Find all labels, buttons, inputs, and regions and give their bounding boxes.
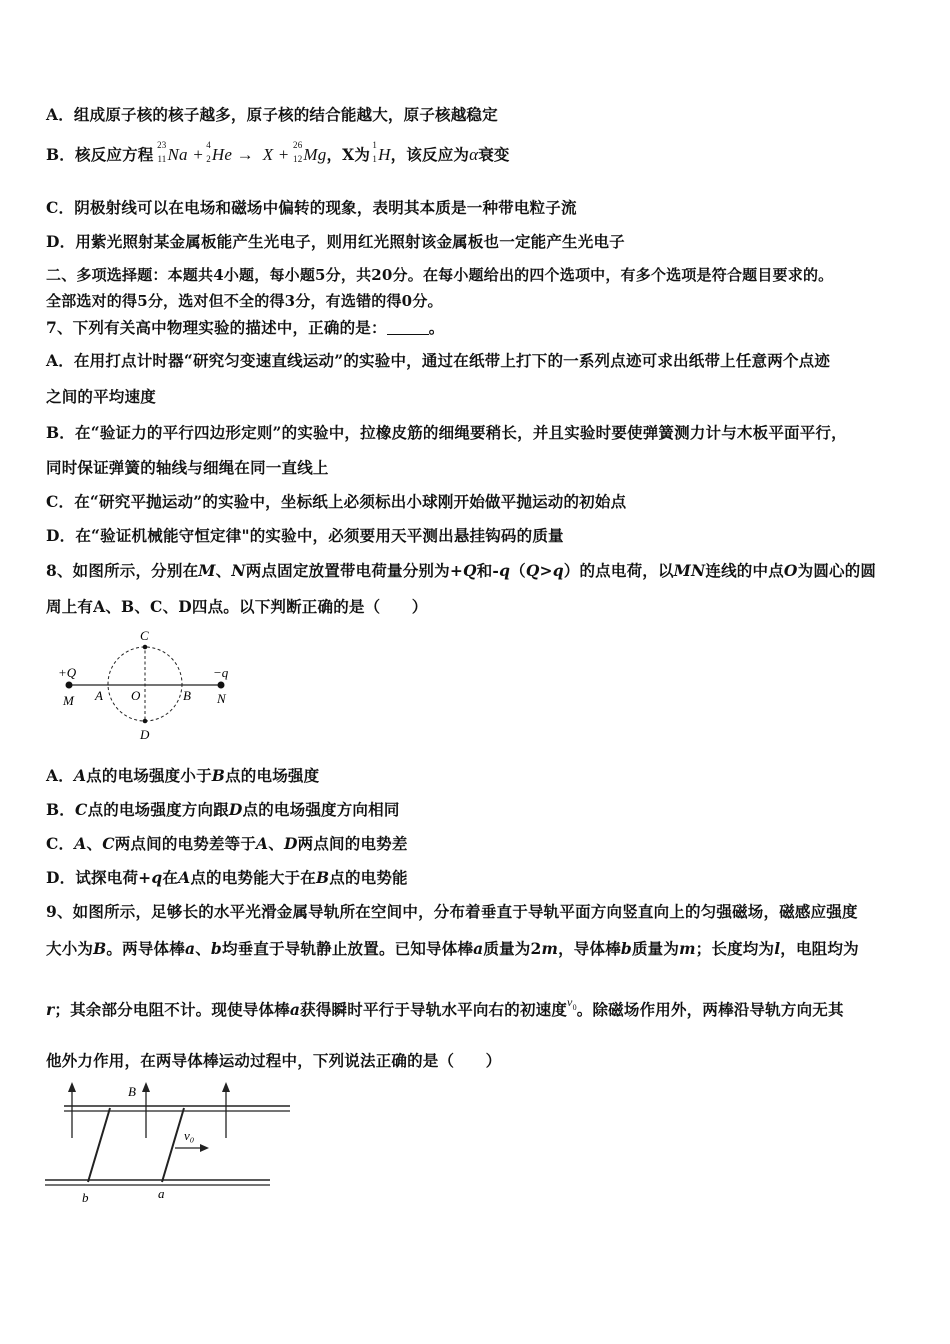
label-m: M <box>63 693 74 708</box>
q8-option-d: D．试探电荷+q在A点的电势能大于在B点的电势能 <box>46 868 408 887</box>
label-d: D <box>140 727 150 742</box>
label-plus-q: +Q <box>58 665 77 680</box>
q7-option-b-line1: B．在“验证力的平行四边形定则”的实验中，拉橡皮筋的细绳要稍长，并且实验时要使弹簧测力计与木板平面平行， <box>46 423 847 442</box>
q7-option-a-line1: A．在用打点计时器“研究匀变速直线运动”的实验中，通过在纸带上打下的一系列点迹可求出纸带上任意两个点迹 <box>46 351 831 370</box>
label-o: O <box>131 688 141 703</box>
q9-stem-line1: 9、如图所示，足够长的水平光滑金属导轨所在空间中，分布着垂直于导轨平面方向竖直向上的匀强磁场，磁感应强度 <box>46 902 858 921</box>
q8-option-c: C．A、C两点间的电势差等于A、D两点间的电势差 <box>46 834 408 853</box>
q8-option-b: B．C点的电场强度方向跟D点的电场强度方向相同 <box>46 800 400 819</box>
q9-stem-line2: 大小为B。两导体棒a、b均垂直于导轨静止放置。已知导体棒a质量为2m，导体棒b质量为m；长度均为l，电阻均为 <box>46 939 859 958</box>
q6-option-a: A．组成原子核的核子越多，原子核的结合能越大，原子核越稳定 <box>46 105 498 124</box>
answer-blank <box>387 320 429 335</box>
q9-stem-line4: 他外力作用，在两导体棒运动过程中，下列说法正确的是（ ） <box>46 1051 502 1070</box>
q9-stem-line3: r；其余部分电阻不计。现使导体棒a获得瞬时平行于导轨水平向右的初速度$^{v_0}$。除磁场作用外，两棒沿导轨方向无其 <box>46 995 844 1019</box>
q8-stem-line1: 8、如图所示，分别在M、N两点固定放置带电荷量分别为+Q和-q（Q>q）的点电荷，以MN连线的中点O为圆心的圆 <box>46 561 877 580</box>
q7-stem: 7、下列有关高中物理实验的描述中，正确的是： 。 <box>46 318 445 337</box>
q7-option-c: C．在“研究平抛运动”的实验中，坐标纸上必须标出小球刚开始做平抛运动的初始点 <box>46 492 627 511</box>
q6-option-b-prefix: B．核反应方程 <box>46 145 154 164</box>
q9-figure <box>42 1078 297 1208</box>
q6-option-b <box>46 140 510 165</box>
label-c: C <box>140 628 149 643</box>
section2-instructions-line2: 全部选对的得5分，选对但不全的得3分，有选错的得0分。 <box>46 292 443 310</box>
q7-option-b-line2: 同时保证弹簧的轴线与细绳在同一直线上 <box>46 458 329 477</box>
charge-m-dot <box>66 682 73 689</box>
q7-option-a-line2: 之间的平均速度 <box>46 387 156 406</box>
charge-n-dot <box>218 682 225 689</box>
q6-option-d: D．用紫光照射某金属板能产生光电子，则用红光照射该金属板也一定能产生光电子 <box>46 232 625 251</box>
q8-option-a: A．A点的电场强度小于B点的电场强度 <box>46 766 320 785</box>
q6-alpha-symbol: α <box>469 145 479 164</box>
q6-option-b-mid: ，X为 <box>326 145 371 164</box>
q8-stem-line2: 周上有A、B、C、D四点。以下判断正确的是（ ） <box>46 597 428 616</box>
section2-instructions-line1: 二、多项选择题：本题共4小题，每小题5分，共20分。在每小题给出的四个选项中，有多个选项是符合题目要求的。 <box>46 266 834 284</box>
rod-label-b: b <box>82 1190 89 1205</box>
rod-b <box>88 1108 110 1182</box>
label-a: A <box>95 688 103 703</box>
q6-option-c: C．阴极射线可以在电场和磁场中偏转的现象，表明其本质是一种带电粒子流 <box>46 198 577 217</box>
point-d-dot <box>143 719 148 724</box>
q6-hydrogen: 1 1 H <box>372 140 391 164</box>
field-label-b: B <box>128 1084 136 1099</box>
q6-option-b-end: 衰变 <box>478 145 510 164</box>
q6-option-b-suffix: ，该反应为 <box>390 145 470 164</box>
initial-velocity-symbol: v0 <box>567 995 577 1012</box>
label-b: B <box>183 688 191 703</box>
q7-option-d: D．在“验证机械能守恒定律"的实验中，必须要用天平测出悬挂钩码的质量 <box>46 526 564 545</box>
q8-figure <box>55 625 245 745</box>
label-minus-q: −q <box>213 665 229 680</box>
rod-a <box>162 1108 184 1182</box>
q6-nuclear-equation: 23 11 Na + 4 2 He → X + 26 12 Mg <box>157 140 327 164</box>
velocity-arrow-head <box>200 1144 209 1152</box>
label-n: N <box>217 691 226 706</box>
field-arrow-3-head <box>222 1082 230 1092</box>
rod-label-a: a <box>158 1186 165 1201</box>
point-c-dot <box>143 645 148 650</box>
field-arrow-1-head <box>68 1082 76 1092</box>
velocity-label: v₀ <box>184 1128 195 1143</box>
field-arrow-2-head <box>142 1082 150 1092</box>
